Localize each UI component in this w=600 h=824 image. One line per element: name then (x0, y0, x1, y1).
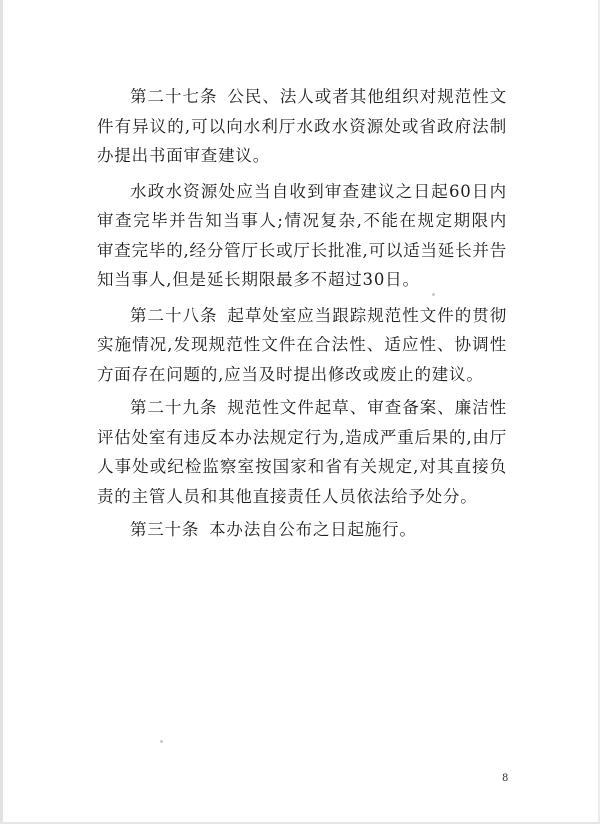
paragraph-text: 本办法自公布之日起施行。 (209, 520, 417, 539)
article-number: 第二十八条 (130, 305, 218, 325)
paragraph-text: 水政水资源处应当自收到审查建议之日起60日内审查完毕并告知当事人;情况复杂,不能在规定期限内审查完毕的,经分管厅长或厅长批准,可以适当延长并告知当事人,但是延长期限最多不超过30日。 (97, 181, 507, 289)
paragraph-article-29 (97, 393, 507, 511)
scan-speck (160, 740, 163, 743)
paragraph-article-30 (97, 515, 507, 545)
document-body (97, 82, 507, 549)
scan-edge-left (0, 0, 3, 824)
paragraph-text: 起草处室应当跟踪规范性文件的贯彻实施情况,发现规范性文件在合法性、适应性、协调性方面存在问题的,应当及时提出修改或废止的建议。 (97, 305, 507, 384)
scan-speck (432, 293, 435, 296)
article-number: 第二十七条 (130, 87, 218, 106)
paragraph-text: 规范性文件起草、审查备案、廉洁性评估处室有违反本办法规定行为,造成严重后果的,由厅人事处或纪检监察室按国家和省有关规定,对其直接负责的主管人员和其他直接责任人员依法给予处分。 (97, 398, 507, 506)
paragraph-article-27-continued (97, 177, 507, 295)
article-number: 第三十条 (130, 520, 200, 539)
article-number: 第二十九条 (130, 398, 218, 417)
paragraph-article-28 (97, 301, 507, 390)
paragraph-text: 公民、法人或者其他组织对规范性文件有异议的,可以向水利厅水政水资源处或省政府法制办提出书面审查建议。 (97, 87, 507, 165)
page-number: 8 (502, 773, 509, 784)
paragraph-article-27 (97, 82, 507, 171)
